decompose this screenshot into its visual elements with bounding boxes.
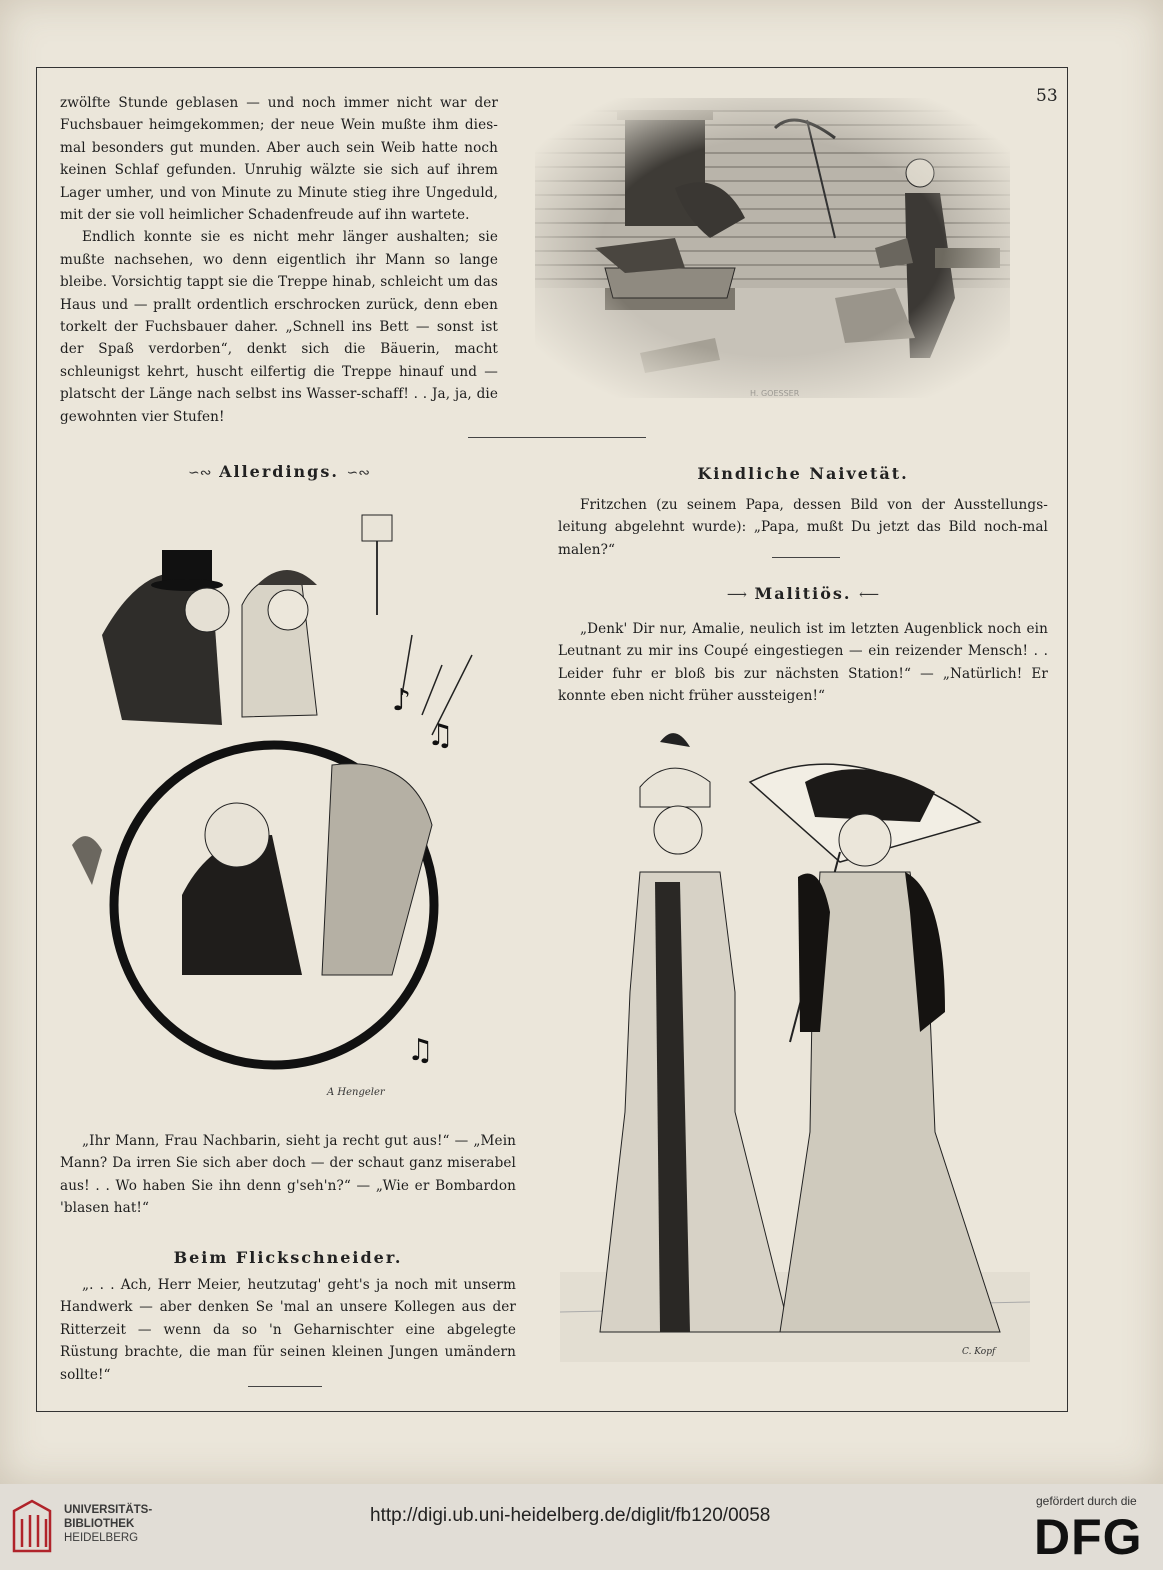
dfg-logo: DFG bbox=[1034, 1509, 1143, 1565]
two-ladies-illustration bbox=[560, 712, 1030, 1362]
end-rule bbox=[248, 1386, 322, 1387]
allerdings-title: ∽∾ Allerdings. ∽∾ bbox=[188, 462, 370, 481]
allerdings-text: „Ihr Mann, Frau Nachbarin, sieht ja recht gut aus!“ — „Mein Mann? Da irren Sie sich aber doch — der schaut ganz miserabel aus! . . Wo haben Sie ihn denn g'seh'n?“ — „Wie er Bombardon 'blasen hat!“ bbox=[60, 1133, 516, 1217]
tub-fall-illustration bbox=[535, 98, 1010, 398]
funding-note: gefördert durch die bbox=[1036, 1494, 1137, 1508]
story-ending bbox=[60, 92, 498, 428]
flickschneider-title: Beim Flickschneider. bbox=[173, 1248, 403, 1267]
story-paragraph-1: zwölfte Stunde geblasen — und noch immer nicht war der Fuchsbauer heimgekommen; der neue Wein mußte ihm dies-mal besonders gut munden. Aber auch sein Weib hatte noch keinen Schlaf gefunden. Unruhig wälzte sie sich auf ihrem Lager umher, und von Minute zu Minute stieg ihre Ungeduld, mit der sie voll heimlicher Schadenfreude auf ihn wartete. bbox=[60, 95, 498, 224]
allerdings-text-block bbox=[60, 1130, 516, 1220]
permalink-url[interactable]: http://digi.ub.uni-heidelberg.de/diglit/fb120/0058 bbox=[370, 1505, 771, 1526]
story-paragraph-2: Endlich konnte sie es nicht mehr länger aushalten; sie mußte nachsehen, wo denn eigentlich ihr Mann so lange bleibe. Vorsichtig tappt sie die Treppe hinab, schleicht um das Haus und — prallt ordentlich erschrocken zurück, denn eben torkelt der Fuchsbauer daher. „Schnell ins Bett — sonst ist der Spaß verdorben“, denkt sich die Bäuerin, macht schleunigst kehrt, huscht eilfertig die Treppe hinauf und — platscht der Länge nach selbst ins Wasser-schaff! . . Ja, ja, die gewohnten vier Stufen! bbox=[60, 229, 498, 425]
section-divider bbox=[468, 437, 646, 438]
svg-text:♫: ♫ bbox=[427, 718, 454, 753]
svg-text:♪: ♪ bbox=[392, 683, 412, 718]
digitization-footer bbox=[0, 1484, 1163, 1570]
flickschneider-text-block bbox=[60, 1274, 516, 1386]
bombardon-cartoon bbox=[62, 505, 502, 1110]
library-name: UNIVERSITÄTS- BIBLIOTHEK HEIDELBERG bbox=[64, 1504, 153, 1544]
malitioes-title: ⟶ Malitiös. ⟵ bbox=[726, 584, 880, 603]
kindliche-title: Kindliche Naivetät. bbox=[697, 464, 909, 483]
malitioes-text-block bbox=[558, 618, 1048, 708]
page-number: 53 bbox=[1036, 86, 1058, 106]
svg-text:♫: ♫ bbox=[407, 1033, 434, 1068]
malitioes-signature: C. Kopf bbox=[962, 1347, 996, 1357]
ub-heidelberg-logo bbox=[10, 1497, 54, 1557]
kindliche-text-block bbox=[558, 494, 1048, 561]
malitioes-text: „Denk' Dir nur, Amalie, neulich ist im letzten Augenblick noch ein Leutnant zu mir ins Coupé eingestiegen — ein reizender Mensch! . . Leider fuhr er bloß bis zur nächsten Station!“ — „Natürlich! Er konnte eben nicht früher aussteigen!“ bbox=[558, 621, 1048, 705]
flickschneider-text: „. . . Ach, Herr Meier, heutzutag' geht's ja noch mit unserm Handwerk — aber denken Se 'mal an unsere Kollegen aus der Ritterzeit — wenn da so 'n Geharnischter eine abgelegte Rüstung brachte, die man für seinen kleinen Jungen umändern sollte!“ bbox=[60, 1277, 516, 1383]
allerdings-signature: A Hengeler bbox=[327, 1087, 385, 1098]
kindliche-text: Fritzchen (zu seinem Papa, dessen Bild von der Ausstellungs-leitung abgelehnt wurde): „Papa, mußt Du jetzt das Bild noch-mal malen?“ bbox=[558, 497, 1048, 558]
section-divider-2 bbox=[772, 557, 840, 558]
